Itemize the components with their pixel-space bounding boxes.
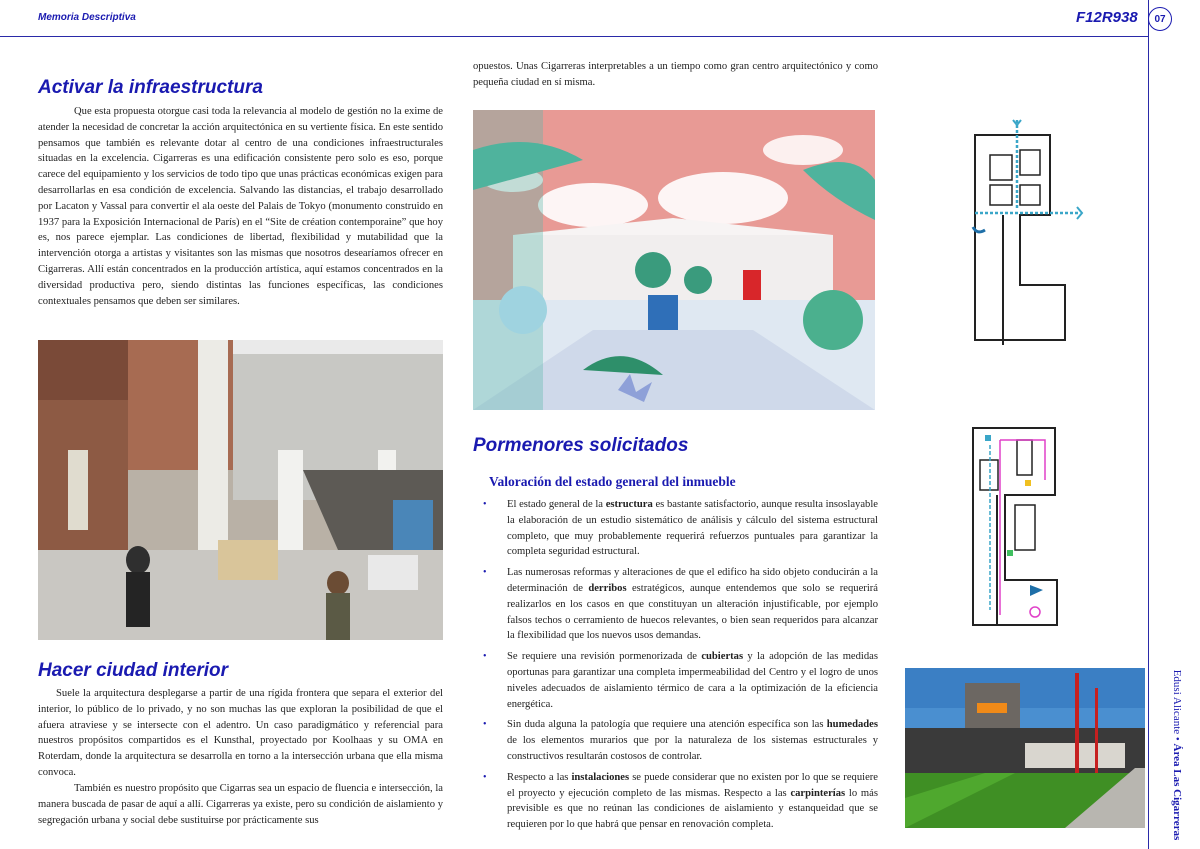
section-label: Memoria Descriptiva xyxy=(38,12,136,23)
kunsthal-photo xyxy=(905,668,1145,828)
document-code: F12R938 xyxy=(1076,9,1138,26)
section-title-pormenores: Pormenores solicitados xyxy=(473,435,689,456)
paragraph-ciudad-2: También es nuestro propósito que Cigarras sea un espacio de fluencia e intersección, la manera buscada de pasar de aquí a allí. Cigarreras ya existe, pero su condición de aislamiento y segregación urbana y social debe sustituirse por prácticamente sus xyxy=(38,783,443,826)
side-label xyxy=(1142,669,1200,841)
list-item: • Se requiere una revisión pormenorizada de cubiertas y la adopción de las medidas oportunas para garantizar una completa impermeabilidad del Centro y el logro de unos niveles adecuados de aislamiento térmico de cara a la optimización de la eficiencia energética. xyxy=(481,649,878,712)
bullet-list-estado xyxy=(481,497,878,838)
plan-diagram-water xyxy=(965,115,1090,350)
page-number: 07 xyxy=(1148,7,1172,31)
plan-diagram-installations xyxy=(965,420,1090,635)
side-label-part1: Edusi Alicante xyxy=(1171,669,1183,735)
side-label-separator: • xyxy=(1171,734,1183,744)
paragraph-ciudad-3: opuestos. Unas Cigarreras interpretables a un tiempo como gran centro arquitectónico y como pequeña ciudad en sí misma. xyxy=(473,61,878,88)
paragraph-infraestructura: Que esta propuesta otorgue casi toda la relevancia al modelo de gestión no la exime de atender la necesidad de concretar la acción arquitectónica en su vertiente física. En este sentido pensamos que también es relevante dotar al centro de una condiciones infraestructurales situadas en la excelencia. Cigarreras es una edificación consistente pero solo es eso, porque carece del equipamiento y los servicios de todo tipo que unas prácticas económicas exigen para desarrollarlas en esa condición de excelencia. Salvando las distancias, el trabajo desarrollado por Lacaton y Vassal para convertir el ala oeste del Palais de Tokyo (monumento construido en 1937 para la Exposición Internacional de París) en el “Site de création contemporaine” que hoy es, nos parece ejemplar. Las condiciones de libertad, flexibilidad y mutabilidad que la intervención otorga a artistas y visitantes son las mismas que nosotros desearíamos ofrecer en Cigarreras. Allí están concentrados en la producción artística, aquí estamos concentrados en la diversidad productiva pero, siendo distintas las funciones específicas, las condiciones contextuales pensamos que deben ser similares. xyxy=(38,106,443,307)
list-item: • El estado general de la estructura es bastante satisfactorio, aunque resulta insoslayable la elaboración de un estudio sistemático de análisis y cálculo del sistema estructural completo, que muy probablemente requerirá refuerzos puntuales para garantizar la completa seguridad estructural. xyxy=(481,497,878,560)
subsection-title-estado: Valoración del estado general del inmueble xyxy=(489,474,736,489)
list-item: • Sin duda alguna la patología que requiere una atención específica son las humedades de los elementos murarios que por la naturaleza de los sistemas estructurales y constructivos resultarán costosos de controlar. xyxy=(481,717,878,764)
side-label-part2: Área Las Cigarreras xyxy=(1171,743,1183,841)
section-title-infraestructura: Activar la infraestructura xyxy=(38,77,263,98)
paragraph-ciudad-1: Suele la arquitectura desplegarse a partir de una rígida frontera que separa el exterior del interior, lo público de lo privado, y no son muchas las que exploran la posibilidad de que el afuera atraviese y se intersecte con el adentro. Un caso paradigmático y referencial para nuestros propósitos compartidos es el Kunsthal, proyectado por Koolhaas y su OMA en Roterdam, donde la arquitectura se desarrolla en torno a la intersección urbana que ella misma convoca. xyxy=(38,688,443,778)
header-rule xyxy=(0,36,1148,37)
courtyard-rendering xyxy=(473,110,875,410)
list-item: • Las numerosas reformas y alteraciones de que el edifico ha sido objeto conducirán a la determinación de derribos estratégicos, aunque entendemos que solo se requerirá realizarlos en los casos en que constituyan un alteración injustificable, por ejemplo falsos techos o cerramiento de huecos relevantes, o bien sean requeridos para alcanzar la flexibilidad que los nuevos usos demandas. xyxy=(481,565,878,644)
interior-photo xyxy=(38,340,443,640)
list-item: • Respecto a las instalaciones se puede considerar que no existen por lo que se requiere el proyecto y ejecución completo de las mismas. Respecto a las carpinterías lo más previsible es que no reúnan las condiciones de aislamiento y estanqueidad que se requieren por lo que habrá que pensar en renovación completa. xyxy=(481,770,878,833)
section-title-ciudad-interior: Hacer ciudad interior xyxy=(38,660,229,681)
